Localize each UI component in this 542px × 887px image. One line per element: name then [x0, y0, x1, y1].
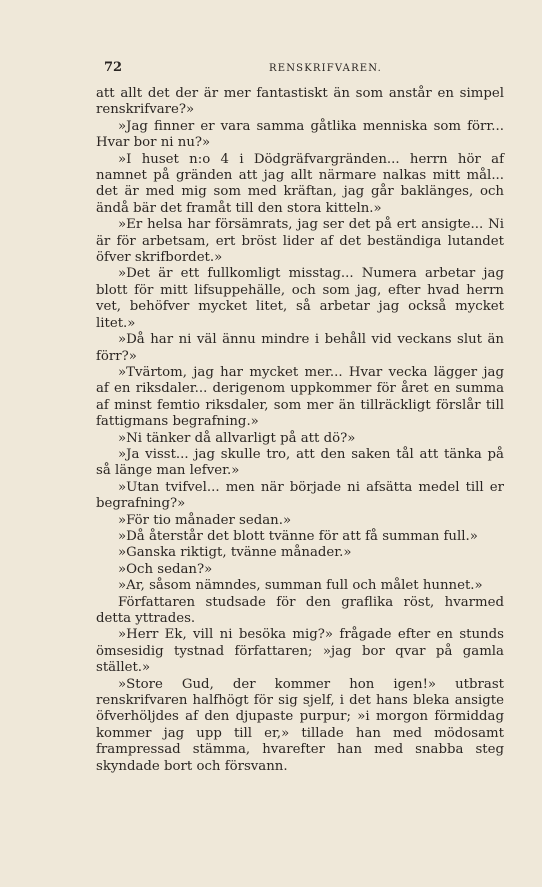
page-body — [96, 86, 504, 775]
paragraph: »Det är ett fullkomligt misstag... Numera arbetar jag blott för mitt lifsuppehälle, och som jag, efter hvad herrn vet, behöfver mycket litet, så arbetar jag också mycket litet.» — [96, 266, 504, 331]
paragraph: »För tio månader sedan.» — [118, 512, 292, 528]
paragraph: Författaren studsade för den graflika röst, hvarmed detta yttrades. — [96, 594, 504, 626]
paragraph: »Och sedan?» — [118, 561, 213, 577]
paragraph: »Herr Ek, vill ni besöka mig?» frågade efter en stunds ömsesidig tystnad författaren; »jag bor qvar på gamla stället.» — [96, 627, 504, 676]
paragraph: »Ni tänker då allvarligt på att dö?» — [118, 430, 356, 446]
paragraph: »Store Gud, der kommer hon igen!» utbrast renskrifvaren halfhögt för sig sjelf, i det hans bleka ansigte öfverhöljdes af den djupaste purpur; »i morgon förmiddag kommer jag upp till er,» tillade han med mödosamt frampressad stämma, hvarefter han med snabba steg skyndade bort och försvann. — [96, 676, 504, 774]
page-number: 72 — [104, 60, 123, 75]
paragraph: »Ganska riktigt, tvänne månader.» — [118, 545, 352, 561]
paragraph: »Då har ni väl ännu mindre i behåll vid veckans slut än förr?» — [96, 332, 504, 364]
page-header — [104, 60, 500, 75]
paragraph: »Tvärtom, jag har mycket mer... Hvar vecka lägger jag af en riksdaler... derigenom uppkommer för året en summa af minst femtio riksdaler, som mer än tillräckligt förslår till fattigmans begrafning.» — [96, 364, 504, 430]
paragraph: »Utan tvifvel... men när började ni afsätta medel till er begrafning?» — [96, 479, 504, 512]
running-head: RENSKRIFVAREN. — [268, 63, 382, 74]
paragraph: att allt det der är mer fantastiskt än som anstår en simpel renskrifvare?» — [96, 86, 504, 118]
paragraph: »Då återstår det blott tvänne för att få summan full.» — [118, 528, 478, 544]
paragraph: »I huset n:o 4 i Dödgräfvargränden... herrn hör af namnet på gränden att jag allt närmare nalkas mitt mål... det är med mig som med kräftan, jag går baklänges, och ändå bär det framåt till den stora kitteln.» — [96, 151, 504, 216]
paragraph: »Jag finner er vara samma gåtlika menniska som förr... Hvar bor ni nu?» — [96, 118, 504, 151]
paragraph: »Er helsa har försämrats, jag ser det på ert ansigte... Ni är för arbetsam, ert bröst lider af det beständiga lutandet öfver skrifbordet.» — [96, 217, 504, 266]
paragraph: »Ja visst... jag skulle tro, att den saken tål att tänka på så länge man lefver.» — [96, 446, 504, 479]
paragraph: »Ar, såsom nämndes, summan full och målet hunnet.» — [118, 578, 483, 594]
